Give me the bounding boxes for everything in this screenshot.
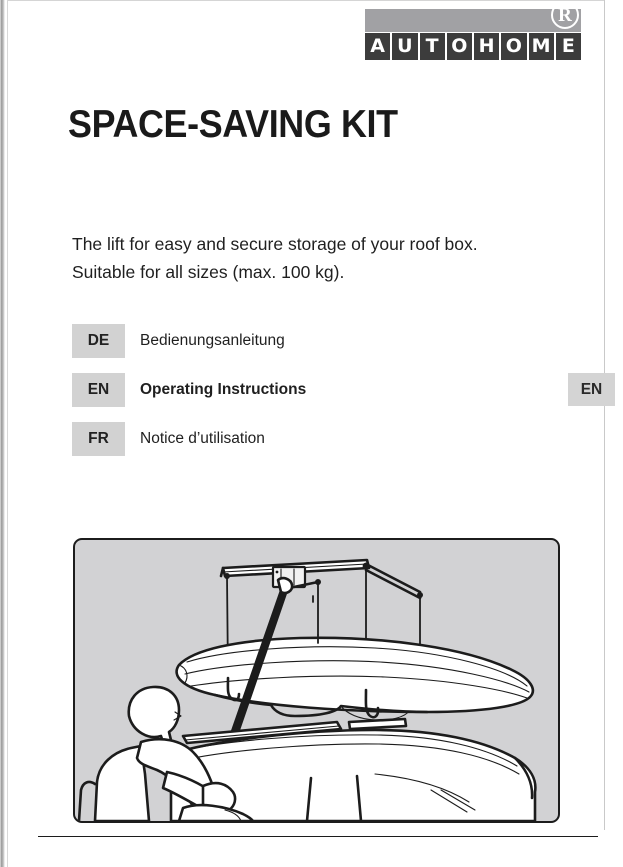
product-description — [72, 230, 572, 286]
section-language-tab[interactable]: EN — [568, 373, 615, 406]
logo-letter-tile: T — [420, 33, 445, 60]
roof-box-lift-illustration — [73, 538, 560, 823]
logo-letter-tile: O — [447, 33, 472, 60]
page-left-border — [7, 0, 8, 867]
page-top-border — [8, 0, 605, 1]
language-row-fr[interactable] — [72, 422, 492, 456]
language-row-en[interactable] — [72, 373, 492, 407]
language-list — [72, 324, 492, 471]
lift-diagram-svg — [75, 540, 558, 821]
autohome-logo — [365, 5, 581, 60]
logo-letter-tile: M — [529, 33, 554, 60]
page-right-border — [604, 0, 605, 830]
ceiling-rail-beam — [221, 560, 420, 598]
footer-divider — [38, 836, 598, 837]
language-title: Operating Instructions — [140, 381, 307, 398]
logo-letter-tile: A — [365, 33, 390, 60]
language-row-de[interactable] — [72, 324, 492, 358]
logo-gray-bar — [365, 5, 581, 32]
description-line-1: The lift for easy and secure storage of your roof box. — [72, 234, 478, 254]
registered-trademark-icon: R — [551, 1, 579, 29]
logo-letter-tile: H — [474, 33, 499, 60]
roof-box — [177, 638, 533, 720]
page-title: SPACE-SAVING KIT — [68, 103, 398, 146]
language-title: Notice d’utilisation — [140, 430, 265, 447]
logo-letter-tile: U — [392, 33, 417, 60]
language-code-badge: FR — [72, 422, 125, 456]
language-title: Bedienungsanleitung — [140, 332, 285, 349]
description-line-2: Suitable for all sizes (max. 100 kg). — [72, 262, 345, 282]
logo-letter-tile: O — [501, 33, 526, 60]
logo-letter-tiles — [365, 33, 581, 60]
page-left-binding-edge — [0, 0, 5, 867]
language-code-badge: EN — [72, 373, 125, 407]
logo-letter-tile: E — [556, 33, 581, 60]
language-code-badge: DE — [72, 324, 125, 358]
